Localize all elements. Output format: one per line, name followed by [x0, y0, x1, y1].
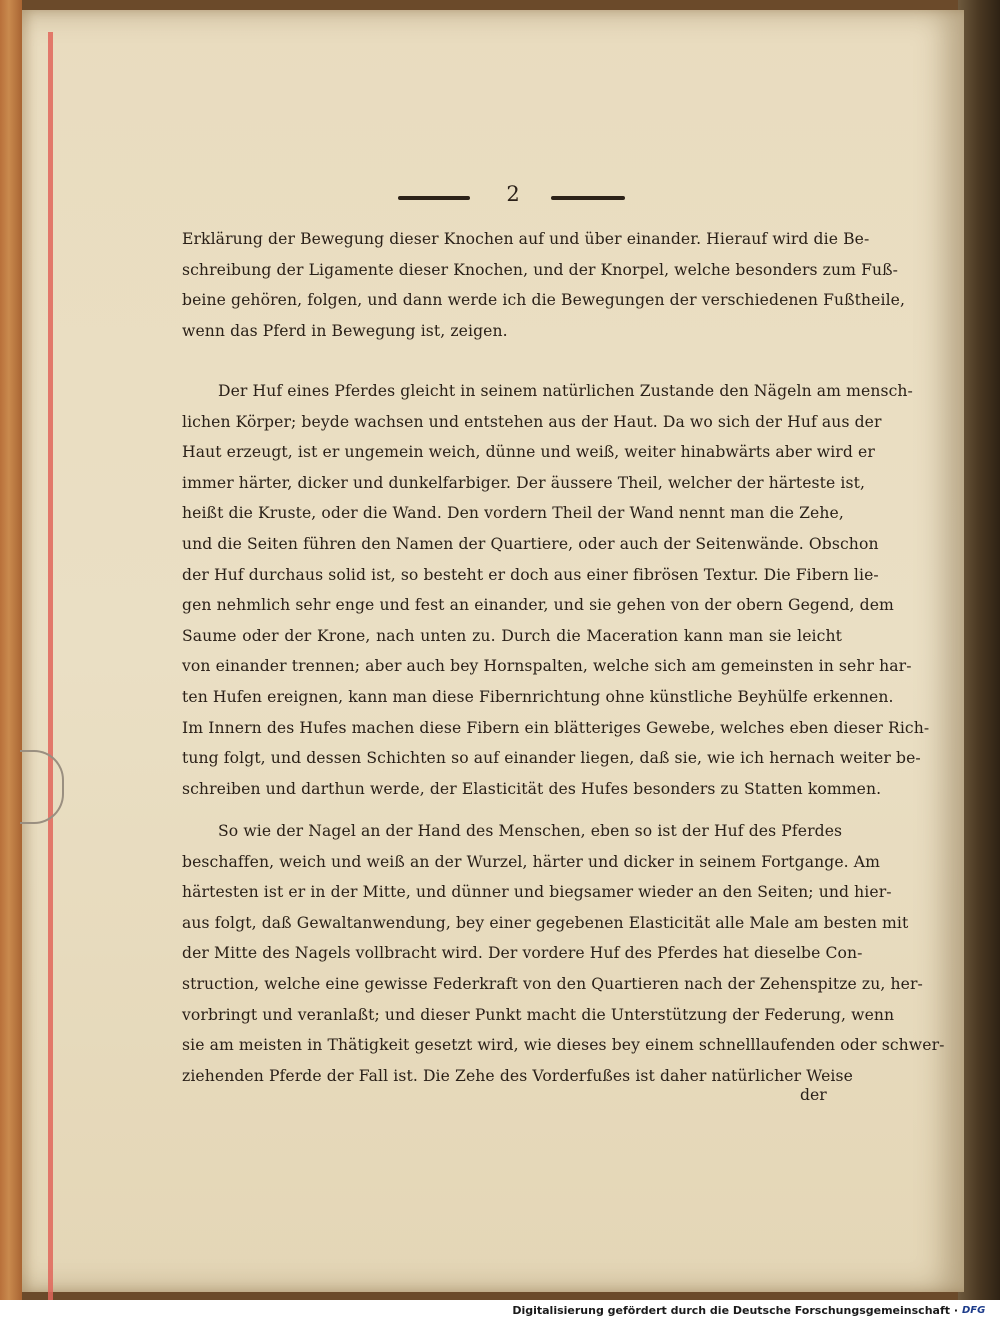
text-line: vorbringt und veranlaßt; und dieser Punkt macht die Unterstützung der Federung, wenn: [182, 1005, 895, 1024]
paper-clip-mark: [20, 750, 64, 824]
text-line: härtesten ist er in der Mitte, und dünner und biegsamer wieder an den Seiten; und hier-: [182, 883, 892, 902]
red-margin-stripe: [48, 32, 53, 1300]
header-rule-left: [398, 196, 470, 200]
catchword: der: [800, 1086, 827, 1104]
text-line: ten Hufen ereignen, kann man diese Fibernrichtung ohne künstliche Beyhülfe erkennen.: [182, 687, 894, 706]
text-line: heißt die Kruste, oder die Wand. Den vordern Theil der Wand nennt man die Zehe,: [182, 504, 844, 523]
text-line: ziehenden Pferde der Fall ist. Die Zehe des Vorderfußes ist daher natürlicher Weise: [182, 1066, 853, 1085]
footer-credit: Digitalisierung gefördert durch die Deutsche Forschungsgemeinschaft ·: [512, 1304, 958, 1317]
text-line: wenn das Pferd in Bewegung ist, zeigen.: [182, 321, 508, 340]
text-line: der Huf durchaus solid ist, so besteht er doch aus einer fibrösen Textur. Die Fibern lie-: [182, 565, 879, 584]
header-rule-right: [551, 196, 625, 200]
text-line: Erklärung der Bewegung dieser Knochen auf und über einander. Hierauf wird die Be-: [182, 230, 870, 248]
text-line: Saume oder der Krone, nach unten zu. Durch die Maceration kann man sie leicht: [182, 626, 842, 645]
text-line: beine gehören, folgen, und dann werde ich die Bewegungen der verschiedenen Fußtheile,: [182, 291, 906, 310]
text-line: Der Huf eines Pferdes gleicht in seinem natürlichen Zustande den Nägeln am mensch-: [218, 382, 913, 400]
paragraph-2: [182, 376, 930, 804]
book-edge-left: [0, 0, 22, 1300]
text-line: schreiben und darthun werde, der Elasticität des Hufes besonders zu Statten kommen.: [182, 779, 882, 798]
text-line: und die Seiten führen den Namen der Quartiere, oder auch der Seitenwände. Obschon: [182, 534, 879, 553]
text-line: beschaffen, weich und weiß an der Wurzel, härter und dicker in seinem Fortgange. Am: [182, 852, 881, 871]
paragraph-3: [182, 816, 945, 1091]
text-line: immer härter, dicker und dunkelfarbiger. Der äussere Theil, welcher der härteste ist,: [182, 473, 866, 492]
text-line: aus folgt, daß Gewaltanwendung, bey einer gegebenen Elasticität alle Male am besten mit: [182, 913, 909, 932]
text-line: Im Innern des Hufes machen diese Fibern ein blätteriges Gewebe, welches eben dieser Rich-: [182, 718, 930, 737]
text-line: Haut erzeugt, ist er ungemein weich, dünne und weiß, weiter hinabwärts aber wird er: [182, 443, 875, 462]
paragraph-1: [182, 224, 906, 346]
page-header: [398, 182, 628, 212]
text-line: lichen Körper; beyde wachsen und entstehen aus der Haut. Da wo sich der Huf aus der: [182, 412, 882, 431]
text-line: struction, welche eine gewisse Federkraft von den Quartieren nach der Zehenspitze zu, her-: [182, 974, 923, 993]
text-line: So wie der Nagel an der Hand des Menschen, eben so ist der Huf des Pferdes: [218, 822, 843, 840]
book-edge-right: [958, 0, 1000, 1300]
text-line: gen nehmlich sehr enge und fest an einander, und sie gehen von der obern Gegend, dem: [182, 596, 894, 615]
page-number: 2: [506, 182, 520, 206]
dfg-logo-icon: DFG: [962, 1305, 986, 1316]
text-line: von einander trennen; aber auch bey Hornspalten, welche sich am gemeinsten in sehr har-: [182, 657, 912, 676]
text-line: schreibung der Ligamente dieser Knochen, und der Knorpel, welche besonders zum Fuß-: [182, 260, 899, 279]
text-line: der Mitte des Nagels vollbracht wird. Der vordere Huf des Pferdes hat dieselbe Con-: [182, 944, 863, 963]
text-line: tung folgt, und dessen Schichten so auf einander liegen, daß sie, wie ich hernach weiter be-: [182, 749, 921, 768]
text-line: sie am meisten in Thätigkeit gesetzt wird, wie dieses bey einem schnelllaufenden oder schwer-: [182, 1036, 945, 1055]
footer-bar: [0, 1300, 1000, 1322]
